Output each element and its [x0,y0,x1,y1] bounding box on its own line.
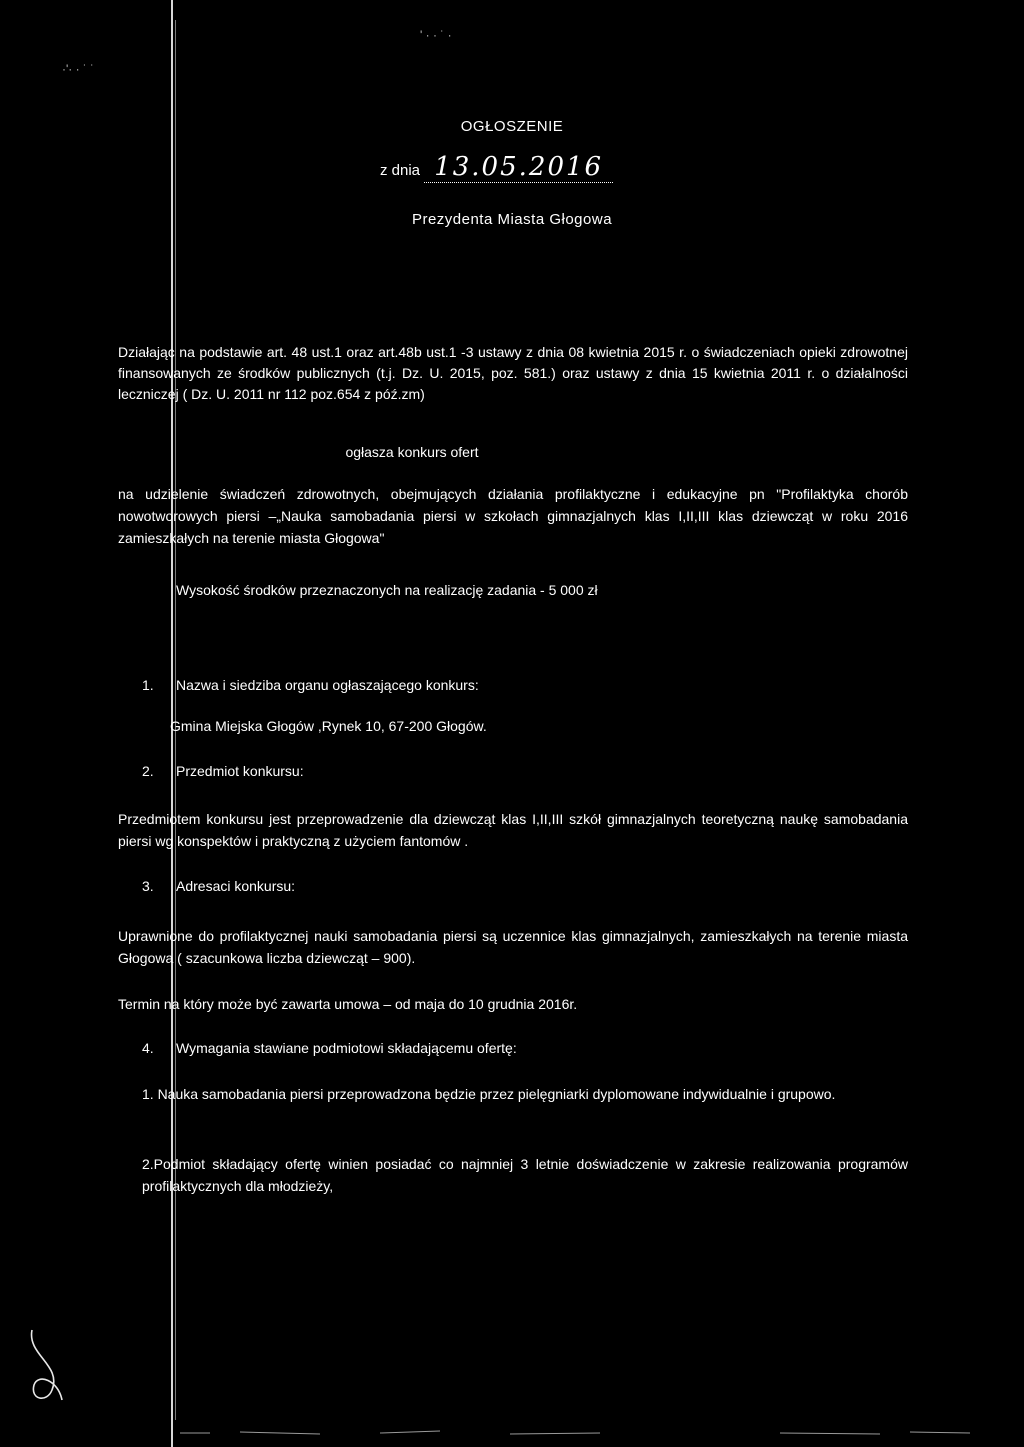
requirement-item-2: 2.Podmiot składający ofertę winien posiadać co najmniej 3 letnie doświadczenie w zakresie realizowania programów profilaktycznych dla młodzieży, [142,1156,908,1194]
section-3-term: Termin na który może być zawarta umowa – od maja do 10 grudnia 2016r. [118,996,578,1012]
subject-paragraph: na udzielenie świadczeń zdrowotnych, obejmujących działania profilaktyczne i edukacyjne pn "Profilaktyka chorób nowotworowych piersi –„Nauka samobadania piersi w szkołach gimnazjalnych klas I,II,III klas dziewcząt w roku 2016 zamieszkałych na terenie miasta Głogowa" [118,486,908,546]
section-1-number: 1. [142,677,154,693]
scan-noise [180,1425,980,1439]
preamble-paragraph: Działając na podstawie art. 48 ust.1 oraz art.48b ust.1 -3 ustawy z dnia 08 kwietnia 2015 r. o świadczeniach opieki zdrowotnej finansowanych ze środków publicznych (t.j. Dz. U. 2015, poz. 581.) oraz ustawy z dnia 15 kwietnia 2011 r. o działalności leczniczej ( Dz. U. 2011 nr 112 poz.654 z póź.zm) [118,344,908,402]
handwritten-initial [22,1325,72,1405]
announcement-line: ogłasza konkurs ofert [345,444,479,460]
scan-speckle: ·'· · ˙ ˙ [62,62,95,76]
scan-speckle: ' · · ˙ · [420,28,452,42]
section-2-body: Przedmiotem konkursu jest przeprowadzenie dla dziewcząt klas I,II,III szkół gimnazjalnych teoretyczną naukę samobadania piersi wg konspektów i praktyczną z użyciem fantomów . [118,811,908,849]
handwritten-date: 13.05.2016 [434,152,604,182]
document-title: OGŁOSZENIE [460,118,564,135]
section-3-number: 3. [142,878,154,894]
section-3-heading: Adresaci konkursu: [176,878,296,894]
section-1-body: Gmina Miejska Głogów ,Rynek 10, 67-200 Głogów. [170,718,487,734]
section-2-heading: Przedmiot konkursu: [176,763,304,779]
section-2-number: 2. [142,763,154,779]
date-prefix: z dnia [380,162,421,179]
funding-line: Wysokość środków przeznaczonych na realizację zadania - 5 000 zł [176,582,598,598]
section-4-heading: Wymagania stawiane podmiotowi składającemu ofertę: [176,1040,517,1056]
section-1-heading: Nazwa i siedziba organu ogłaszającego konkurs: [176,677,479,693]
date-line [380,152,613,183]
requirement-item-1: 1. Nauka samobadania piersi przeprowadzona będzie przez pielęgniarki dyplomowane indywidualnie i grupowo. [142,1086,836,1102]
section-3-body: Uprawnione do profilaktycznej nauki samobadania piersi są uczennice klas gimnazjalnych, zamieszkałych na terenie miasta Głogowa ( szacunkowa liczba dziewcząt – 900). [118,928,908,966]
issuer: Prezydenta Miasta Głogowa [411,211,613,228]
date-field [424,152,613,183]
section-4-number: 4. [142,1040,154,1056]
